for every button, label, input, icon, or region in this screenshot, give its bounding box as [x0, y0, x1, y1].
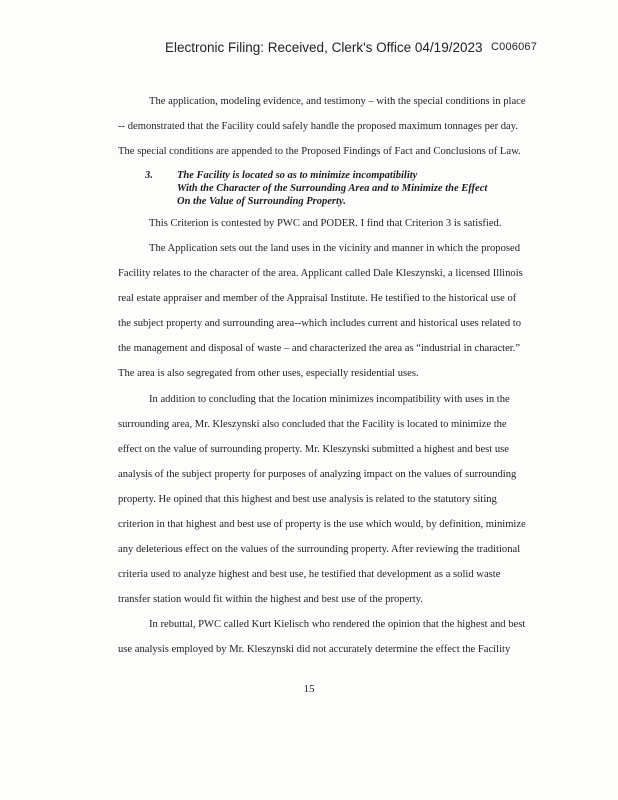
filing-header	[0, 40, 618, 60]
text-line: In addition to concluding that the location minimizes incompatibility with uses in the	[149, 394, 510, 405]
section-heading-line: With the Character of the Surrounding Area and to Minimize the Effect	[177, 183, 488, 194]
section-heading-line: On the Value of Surrounding Property.	[177, 196, 346, 207]
text-line: surrounding area, Mr. Kleszynski also concluded that the Facility is located to minimize the	[118, 419, 507, 430]
text-line: the subject property and surrounding area--which includes current and historical uses related to	[118, 318, 522, 329]
text-line: The Application sets out the land uses in the vicinity and manner in which the proposed	[149, 243, 520, 254]
text-line: criterion in that highest and best use of property is the use which would, by definition, minimize	[118, 519, 526, 530]
text-line: the management and disposal of waste – and characterized the area as “industrial in character.”	[118, 343, 521, 354]
text-line: criteria used to analyze highest and best use, he testified that development as a solid waste	[118, 569, 501, 580]
text-line: real estate appraiser and member of the Appraisal Institute. He testified to the historical use of	[118, 293, 517, 304]
text-line: analysis of the subject property for purposes of analyzing impact on the values of surrounding	[118, 469, 517, 480]
text-line: This Criterion is contested by PWC and PODER. I find that Criterion 3 is satisfied.	[149, 218, 502, 229]
text-line: In rebuttal, PWC called Kurt Kielisch who rendered the opinion that the highest and best	[149, 619, 526, 630]
section-number: 3.	[145, 170, 153, 181]
text-line: transfer station would fit within the highest and best use of the property.	[118, 594, 423, 605]
text-line: Facility relates to the character of the area. Applicant called Dale Kleszynski, a licensed Illinois	[118, 268, 523, 279]
text-line: any deleterious effect on the values of the surrounding property. After reviewing the traditional	[118, 544, 521, 555]
text-line: The area is also segregated from other uses, especially residential uses.	[118, 368, 419, 379]
document-code: C006067	[491, 41, 538, 53]
text-line: -- demonstrated that the Facility could safely handle the proposed maximum tonnages per day.	[118, 121, 518, 132]
section-heading-line: The Facility is located so as to minimize incompatibility	[177, 170, 418, 181]
text-line: The application, modeling evidence, and testimony – with the special conditions in place	[149, 96, 526, 107]
filing-stamp: Electronic Filing: Received, Clerk's Office 04/19/2023	[165, 40, 483, 55]
text-line: The special conditions are appended to the Proposed Findings of Fact and Conclusions of Law.	[118, 146, 521, 157]
text-line: effect on the value of surrounding property. Mr. Kleszynski submitted a highest and best use	[118, 444, 510, 455]
text-line: property. He opined that this highest and best use analysis is related to the statutory siting	[118, 494, 497, 505]
page-number: 15	[303, 683, 315, 695]
text-line: use analysis employed by Mr. Kleszynski did not accurately determine the effect the Facility	[118, 644, 511, 655]
